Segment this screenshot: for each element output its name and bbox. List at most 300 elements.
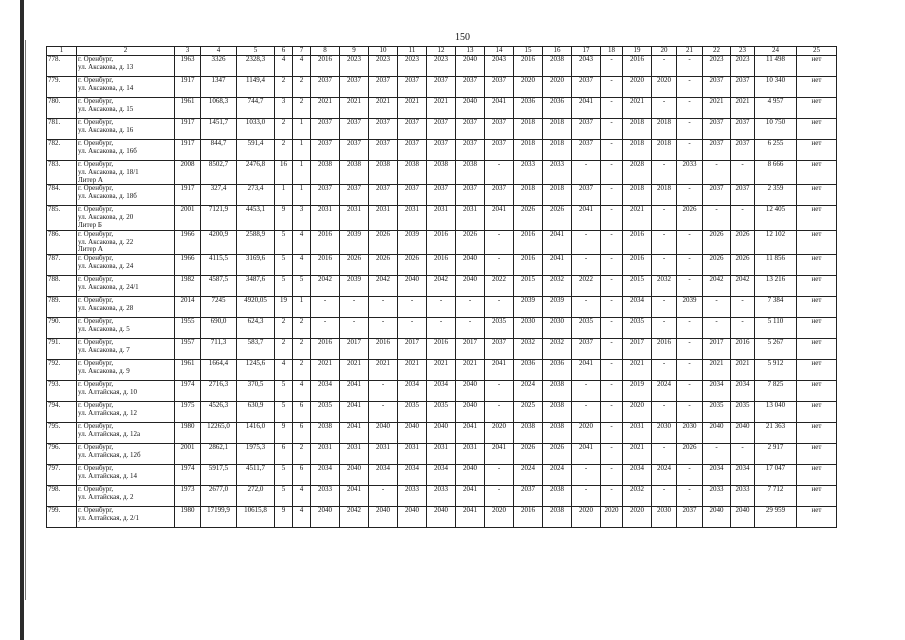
- table-cell: -: [677, 402, 703, 423]
- table-cell: 2023: [427, 56, 456, 77]
- column-header: 7: [293, 47, 311, 56]
- table-cell: 2039: [677, 297, 703, 318]
- address-cell: г. Оренбург, ул. Алтайская, д. 12а: [77, 423, 175, 444]
- table-cell: 2016: [311, 56, 340, 77]
- table-cell: 1347: [201, 77, 237, 98]
- table-cell: -: [677, 276, 703, 297]
- table-cell: 2024: [652, 465, 677, 486]
- table-cell: 2034: [731, 465, 755, 486]
- table-cell: 2031: [427, 444, 456, 465]
- table-cell: 1955: [175, 318, 201, 339]
- table-cell: -: [601, 486, 623, 507]
- table-cell: 2033: [731, 486, 755, 507]
- table-cell: 4115,5: [201, 255, 237, 276]
- table-cell: 4: [275, 56, 293, 77]
- table-cell: 2: [293, 339, 311, 360]
- table-cell: 2037: [369, 77, 398, 98]
- table-cell: 2020: [623, 507, 652, 528]
- table-cell: 2030: [652, 507, 677, 528]
- table-cell: 2040: [340, 465, 369, 486]
- table-cell: 2032: [652, 276, 677, 297]
- table-cell: 2016: [514, 507, 543, 528]
- table-cell: 2038: [543, 507, 572, 528]
- table-cell: 2042: [311, 276, 340, 297]
- table-cell: 1973: [175, 486, 201, 507]
- table-cell: 2037: [731, 119, 755, 140]
- table-cell: 4: [293, 381, 311, 402]
- table-cell: 2037: [369, 119, 398, 140]
- table-row: [47, 486, 837, 507]
- table-cell: 2016: [514, 56, 543, 77]
- table-cell: -: [652, 98, 677, 119]
- table-cell: нет: [797, 98, 837, 119]
- row-number-cell: 798.: [47, 486, 77, 507]
- address-cell: г. Оренбург, ул. Аксакова, д. 7: [77, 339, 175, 360]
- table-cell: 2041: [543, 230, 572, 254]
- address-cell: г. Оренбург, ул. Аксакова, д. 16: [77, 119, 175, 140]
- row-number-cell: 799.: [47, 507, 77, 528]
- table-cell: 2017: [623, 339, 652, 360]
- table-cell: 2020: [485, 507, 514, 528]
- table-cell: -: [427, 297, 456, 318]
- table-cell: 16: [275, 161, 293, 185]
- table-cell: 2036: [543, 360, 572, 381]
- table-cell: 2016: [427, 339, 456, 360]
- table-cell: 2033: [427, 486, 456, 507]
- table-cell: 3169,6: [237, 255, 275, 276]
- table-cell: 2037: [311, 119, 340, 140]
- table-cell: 844,7: [201, 140, 237, 161]
- table-cell: 2018: [514, 140, 543, 161]
- table-cell: 2033: [311, 486, 340, 507]
- table-cell: 2041: [340, 423, 369, 444]
- table-row: [47, 507, 837, 528]
- table-cell: 2037: [703, 77, 731, 98]
- table-row: [47, 423, 837, 444]
- table-cell: 5: [275, 486, 293, 507]
- table-cell: 4: [293, 255, 311, 276]
- scan-edge: [20, 0, 24, 640]
- column-header: 19: [623, 47, 652, 56]
- row-number-cell: 796.: [47, 444, 77, 465]
- table-row: [47, 77, 837, 98]
- table-cell: 2040: [398, 507, 427, 528]
- table-cell: -: [652, 161, 677, 185]
- table-cell: 2 359: [755, 185, 797, 206]
- address-cell: г. Оренбург, ул. Аксакова, д. 15: [77, 98, 175, 119]
- table-cell: -: [456, 297, 485, 318]
- table-cell: -: [601, 56, 623, 77]
- column-header: 21: [677, 47, 703, 56]
- table-cell: -: [369, 318, 398, 339]
- table-cell: 2038: [427, 161, 456, 185]
- table-cell: 2039: [543, 297, 572, 318]
- column-header: 16: [543, 47, 572, 56]
- table-cell: 2031: [623, 423, 652, 444]
- table-cell: 2037: [311, 140, 340, 161]
- table-cell: -: [485, 381, 514, 402]
- table-cell: 2041: [340, 381, 369, 402]
- table-cell: 2034: [731, 381, 755, 402]
- address-cell: г. Оренбург, ул. Аксакова, д. 18б: [77, 185, 175, 206]
- table-cell: 12 405: [755, 206, 797, 230]
- table-row: [47, 206, 837, 230]
- table-cell: 2037: [398, 140, 427, 161]
- table-cell: 2021: [623, 206, 652, 230]
- row-number-cell: 785.: [47, 206, 77, 230]
- table-cell: 2037: [485, 77, 514, 98]
- table-cell: 2038: [543, 402, 572, 423]
- table-cell: 2037: [572, 140, 601, 161]
- column-header: 10: [369, 47, 398, 56]
- table-cell: 2034: [311, 381, 340, 402]
- table-cell: 2021: [340, 98, 369, 119]
- table-cell: 5917,5: [201, 465, 237, 486]
- table-cell: 2: [275, 339, 293, 360]
- header-row: [47, 47, 837, 56]
- table-cell: 1974: [175, 381, 201, 402]
- table-cell: 2040: [456, 465, 485, 486]
- table-cell: 2021: [311, 98, 340, 119]
- row-number-cell: 791.: [47, 339, 77, 360]
- table-cell: 2038: [398, 161, 427, 185]
- table-cell: -: [485, 297, 514, 318]
- table-cell: 2016: [369, 339, 398, 360]
- row-number-cell: 790.: [47, 318, 77, 339]
- table-cell: 9: [275, 423, 293, 444]
- table-cell: -: [652, 230, 677, 254]
- table-cell: 2016: [311, 339, 340, 360]
- column-header: 24: [755, 47, 797, 56]
- table-cell: -: [485, 161, 514, 185]
- table-cell: -: [652, 360, 677, 381]
- table-cell: 2041: [456, 486, 485, 507]
- table-cell: 6: [293, 423, 311, 444]
- table-cell: 2041: [485, 206, 514, 230]
- table-cell: -: [677, 381, 703, 402]
- table-cell: 4511,7: [237, 465, 275, 486]
- table-cell: -: [572, 255, 601, 276]
- table-cell: 2015: [623, 276, 652, 297]
- row-number-cell: 792.: [47, 360, 77, 381]
- table-cell: 2021: [427, 98, 456, 119]
- table-cell: 2016: [311, 230, 340, 254]
- table-cell: -: [601, 444, 623, 465]
- table-cell: 2021: [456, 360, 485, 381]
- address-cell: г. Оренбург, ул. Алтайская, д. 2: [77, 486, 175, 507]
- table-cell: -: [601, 255, 623, 276]
- table-cell: 4200,9: [201, 230, 237, 254]
- table-cell: -: [703, 318, 731, 339]
- table-cell: 3: [293, 206, 311, 230]
- table-cell: нет: [797, 297, 837, 318]
- table-cell: 2041: [485, 98, 514, 119]
- table-cell: 2037: [572, 339, 601, 360]
- table-cell: -: [369, 402, 398, 423]
- table-cell: 2037: [485, 185, 514, 206]
- table-cell: 2037: [340, 185, 369, 206]
- table-cell: 2030: [514, 318, 543, 339]
- table-cell: 2021: [340, 360, 369, 381]
- table-cell: 2037: [427, 140, 456, 161]
- table-cell: -: [311, 297, 340, 318]
- table-cell: 2: [275, 140, 293, 161]
- table-row: [47, 297, 837, 318]
- table-cell: -: [485, 402, 514, 423]
- table-cell: 2037: [456, 140, 485, 161]
- table-cell: 2017: [703, 339, 731, 360]
- table-cell: 711,3: [201, 339, 237, 360]
- table-cell: 2032: [543, 339, 572, 360]
- table-cell: 2026: [514, 444, 543, 465]
- address-cell: г. Оренбург, ул. Аксакова, д. 18/1 Литер А: [77, 161, 175, 185]
- table-cell: 1917: [175, 77, 201, 98]
- column-header: 22: [703, 47, 731, 56]
- table-cell: 2018: [514, 119, 543, 140]
- table-cell: 2716,3: [201, 381, 237, 402]
- address-cell: г. Оренбург, ул. Аксакова, д. 16б: [77, 140, 175, 161]
- table-cell: 9: [275, 206, 293, 230]
- table-cell: 4: [293, 507, 311, 528]
- table-cell: 2042: [369, 276, 398, 297]
- address-cell: г. Оренбург, ул. Алтайская, д. 14: [77, 465, 175, 486]
- table-cell: -: [601, 465, 623, 486]
- table-cell: -: [601, 161, 623, 185]
- table-cell: 2038: [543, 381, 572, 402]
- table-cell: 6 255: [755, 140, 797, 161]
- table-cell: -: [652, 56, 677, 77]
- table-row: [47, 465, 837, 486]
- table-cell: -: [677, 119, 703, 140]
- table-cell: -: [652, 206, 677, 230]
- table-cell: 2 917: [755, 444, 797, 465]
- table-cell: 2001: [175, 444, 201, 465]
- table-cell: -: [601, 119, 623, 140]
- table-cell: 2037: [398, 185, 427, 206]
- table-cell: 2033: [514, 161, 543, 185]
- table-cell: 2034: [369, 465, 398, 486]
- table-cell: 2040: [369, 507, 398, 528]
- column-header: 14: [485, 47, 514, 56]
- table-cell: 2021: [623, 444, 652, 465]
- table-cell: 2038: [340, 161, 369, 185]
- table-cell: 2038: [543, 486, 572, 507]
- table-cell: 2020: [514, 77, 543, 98]
- table-cell: 1975,3: [237, 444, 275, 465]
- table-cell: -: [427, 318, 456, 339]
- table-cell: -: [485, 255, 514, 276]
- table-cell: 2021: [623, 360, 652, 381]
- table-cell: -: [601, 185, 623, 206]
- table-cell: 2018: [543, 119, 572, 140]
- table-cell: 2035: [311, 402, 340, 423]
- table-cell: 1982: [175, 276, 201, 297]
- table-cell: -: [677, 185, 703, 206]
- table-cell: 2037: [731, 77, 755, 98]
- table-cell: нет: [797, 119, 837, 140]
- table-cell: 2016: [623, 56, 652, 77]
- column-header: 15: [514, 47, 543, 56]
- table-cell: 2034: [311, 465, 340, 486]
- table-cell: 2031: [398, 444, 427, 465]
- table-cell: 13 040: [755, 402, 797, 423]
- table-cell: 2862,1: [201, 444, 237, 465]
- table-cell: 10 750: [755, 119, 797, 140]
- table-cell: 2026: [543, 206, 572, 230]
- table-cell: 2042: [427, 276, 456, 297]
- table-cell: 2041: [456, 507, 485, 528]
- column-header: 8: [311, 47, 340, 56]
- table-row: [47, 255, 837, 276]
- address-cell: г. Оренбург, ул. Аксакова, д. 20 Литер Б: [77, 206, 175, 230]
- table-cell: 2037: [456, 77, 485, 98]
- table-cell: 2034: [398, 465, 427, 486]
- table-cell: 2024: [652, 381, 677, 402]
- table-cell: 7121,9: [201, 206, 237, 230]
- table-cell: 2020: [652, 77, 677, 98]
- table-cell: 6: [293, 402, 311, 423]
- table-cell: -: [703, 206, 731, 230]
- address-cell: г. Оренбург, ул. Аксакова, д. 22 Литер А: [77, 230, 175, 254]
- table-cell: 2038: [311, 161, 340, 185]
- table-cell: 2588,9: [237, 230, 275, 254]
- table-cell: 2038: [543, 56, 572, 77]
- table-cell: 2037: [731, 140, 755, 161]
- row-number-cell: 797.: [47, 465, 77, 486]
- table-cell: 2037: [572, 185, 601, 206]
- table-cell: 8 666: [755, 161, 797, 185]
- row-number-cell: 794.: [47, 402, 77, 423]
- table-cell: 2034: [623, 465, 652, 486]
- table-cell: -: [601, 402, 623, 423]
- table-cell: -: [731, 444, 755, 465]
- table-cell: 690,0: [201, 318, 237, 339]
- table-cell: 591,4: [237, 140, 275, 161]
- table-cell: 2040: [427, 423, 456, 444]
- table-cell: 2040: [456, 56, 485, 77]
- table-cell: 2033: [703, 486, 731, 507]
- table-cell: 2037: [485, 119, 514, 140]
- table-cell: 1: [293, 119, 311, 140]
- table-cell: 2021: [623, 98, 652, 119]
- table-cell: 2020: [623, 402, 652, 423]
- table-cell: 1957: [175, 339, 201, 360]
- table-cell: 2035: [398, 402, 427, 423]
- table-cell: 5: [275, 381, 293, 402]
- table-cell: 2040: [703, 423, 731, 444]
- table-cell: нет: [797, 465, 837, 486]
- table-cell: 2021: [703, 98, 731, 119]
- table-cell: нет: [797, 161, 837, 185]
- table-cell: 10615,8: [237, 507, 275, 528]
- table-cell: 2035: [703, 402, 731, 423]
- table-cell: 2030: [652, 423, 677, 444]
- table-cell: 2020: [623, 77, 652, 98]
- row-number-cell: 782.: [47, 140, 77, 161]
- table-cell: 2040: [456, 255, 485, 276]
- table-cell: 2026: [340, 255, 369, 276]
- table-cell: 2035: [485, 318, 514, 339]
- table-cell: -: [677, 140, 703, 161]
- table-cell: 1033,0: [237, 119, 275, 140]
- table-cell: -: [311, 318, 340, 339]
- table-cell: 1: [275, 185, 293, 206]
- table-cell: 2040: [456, 381, 485, 402]
- table-cell: 2039: [514, 297, 543, 318]
- table-cell: -: [601, 77, 623, 98]
- table-cell: 2037: [369, 185, 398, 206]
- table-cell: 2020: [485, 423, 514, 444]
- table-cell: нет: [797, 318, 837, 339]
- table-cell: -: [572, 230, 601, 254]
- table-cell: 2026: [703, 255, 731, 276]
- table-cell: -: [601, 276, 623, 297]
- table-cell: 4587,5: [201, 276, 237, 297]
- table-cell: 2026: [731, 255, 755, 276]
- table-cell: 5: [275, 230, 293, 254]
- table-cell: 1974: [175, 465, 201, 486]
- table-cell: 2037: [369, 140, 398, 161]
- table-cell: -: [369, 297, 398, 318]
- table-cell: 2026: [677, 206, 703, 230]
- table-cell: 1416,0: [237, 423, 275, 444]
- table-cell: 1451,7: [201, 119, 237, 140]
- table-cell: 2023: [369, 56, 398, 77]
- table-cell: 2018: [623, 140, 652, 161]
- table-cell: 583,7: [237, 339, 275, 360]
- table-cell: 4920,05: [237, 297, 275, 318]
- table-cell: 3487,6: [237, 276, 275, 297]
- address-cell: г. Оренбург, ул. Аксакова, д. 28: [77, 297, 175, 318]
- table-cell: 11 856: [755, 255, 797, 276]
- table-cell: 5: [275, 402, 293, 423]
- table-row: [47, 56, 837, 77]
- table-cell: -: [369, 486, 398, 507]
- row-number-cell: 786.: [47, 230, 77, 254]
- table-cell: -: [485, 465, 514, 486]
- table-cell: -: [677, 486, 703, 507]
- address-cell: г. Оренбург, ул. Аксакова, д. 24: [77, 255, 175, 276]
- table-cell: нет: [797, 140, 837, 161]
- column-header: 12: [427, 47, 456, 56]
- table-cell: 1980: [175, 507, 201, 528]
- table-row: [47, 339, 837, 360]
- table-cell: 1664,4: [201, 360, 237, 381]
- table-cell: 1975: [175, 402, 201, 423]
- table-cell: -: [601, 230, 623, 254]
- table-cell: 2043: [485, 56, 514, 77]
- table-cell: 2024: [514, 381, 543, 402]
- table-row: [47, 185, 837, 206]
- table-cell: 1149,4: [237, 77, 275, 98]
- address-cell: г. Оренбург, ул. Алтайская, д. 12: [77, 402, 175, 423]
- table-cell: 2025: [514, 402, 543, 423]
- table-cell: 1: [293, 140, 311, 161]
- table-cell: -: [677, 360, 703, 381]
- table-cell: 2035: [572, 318, 601, 339]
- table-cell: 2021: [427, 360, 456, 381]
- table-cell: 7 384: [755, 297, 797, 318]
- table-row: [47, 402, 837, 423]
- table-cell: 2026: [543, 444, 572, 465]
- page-number: 150: [455, 32, 470, 43]
- table-cell: 2017: [398, 339, 427, 360]
- table-cell: -: [652, 402, 677, 423]
- table-cell: 2038: [456, 161, 485, 185]
- table-cell: -: [485, 486, 514, 507]
- table-cell: -: [677, 230, 703, 254]
- table-cell: 2: [275, 318, 293, 339]
